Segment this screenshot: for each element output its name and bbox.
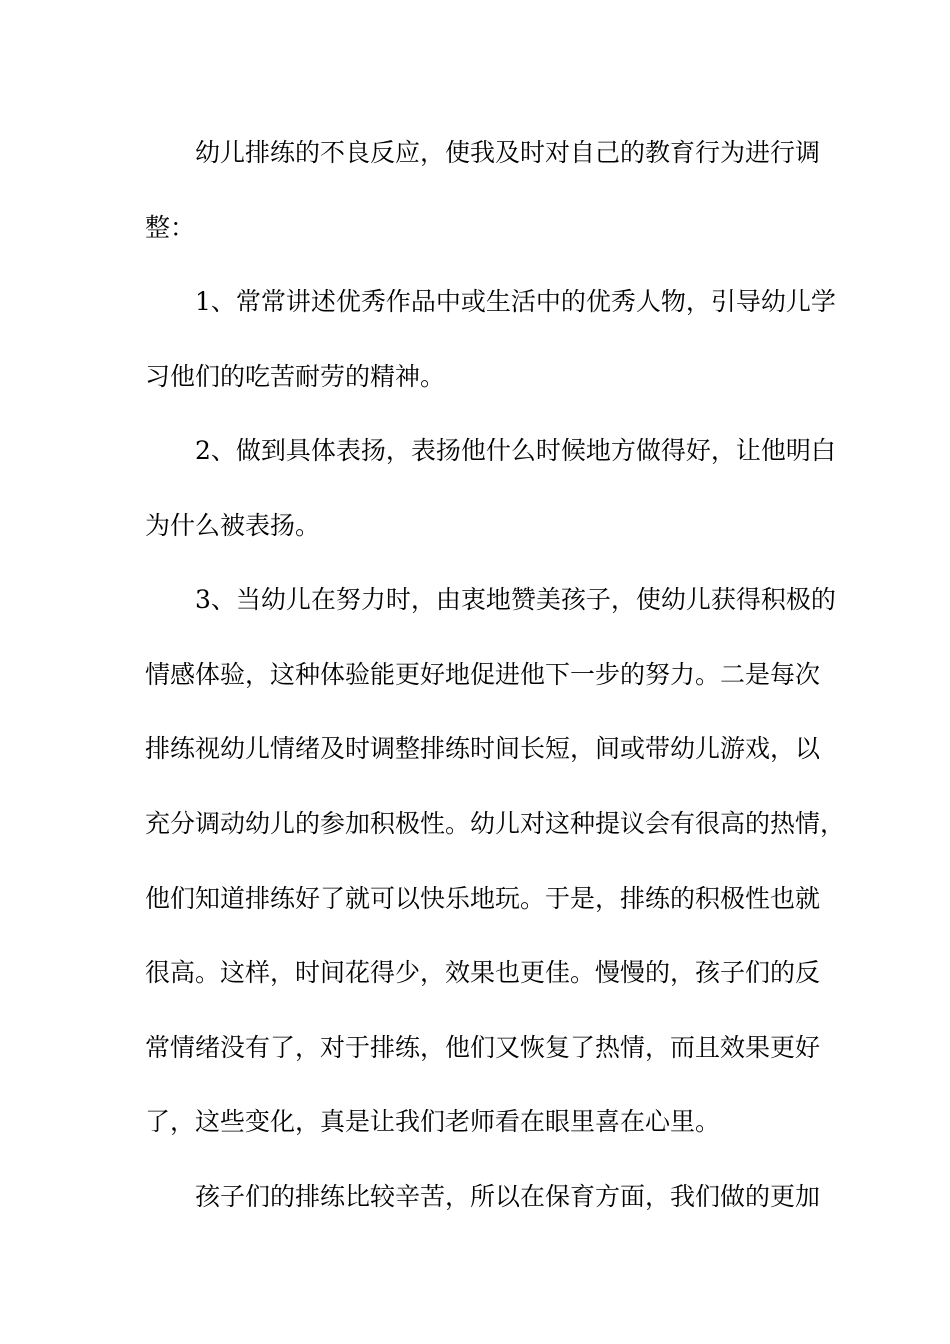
paragraph-4-line-2: 情感体验，这种体验能更好地促进他下一步的努力。二是每次 [145, 660, 821, 689]
paragraph-4-line-4: 充分调动幼儿的参加积极性。幼儿对这种提议会有很高的热情， [145, 809, 846, 838]
paragraph-1-line-2: 整： [145, 213, 196, 242]
paragraph-3-line-1: 2、做到具体表扬，表扬他什么时候地方做得好，让他明白 [195, 436, 836, 465]
paragraph-4-line-1: 3、当幼儿在努力时，由衷地赞美孩子，使幼儿获得积极的 [195, 585, 836, 614]
paragraph-3-line-2: 为什么被表扬。 [145, 511, 321, 540]
paragraph-4-line-3: 排练视幼儿情绪及时调整排练时间长短，间或带幼儿游戏，以 [145, 734, 821, 763]
paragraph-2-line-1: 1、常常讲述优秀作品中或生活中的优秀人物，引导幼儿学 [195, 287, 836, 316]
paragraph-5-line-1: 孩子们的排练比较辛苦，所以在保育方面，我们做的更加 [195, 1182, 821, 1211]
paragraph-4-line-7: 常情绪没有了，对于排练，他们又恢复了热情，而且效果更好 [145, 1033, 821, 1062]
paragraph-4-line-5: 他们知道排练好了就可以快乐地玩。于是，排练的积极性也就 [145, 884, 821, 913]
paragraph-4-line-8: 了，这些变化，真是让我们老师看在眼里喜在心里。 [145, 1107, 721, 1136]
paragraph-1-line-1: 幼儿排练的不良反应，使我及时对自己的教育行为进行调 [195, 138, 821, 167]
paragraph-2-line-2: 习他们的吃苦耐劳的精神。 [145, 362, 446, 391]
paragraph-4-line-6: 很高。这样，时间花得少，效果也更佳。慢慢的，孩子们的反 [145, 958, 821, 987]
